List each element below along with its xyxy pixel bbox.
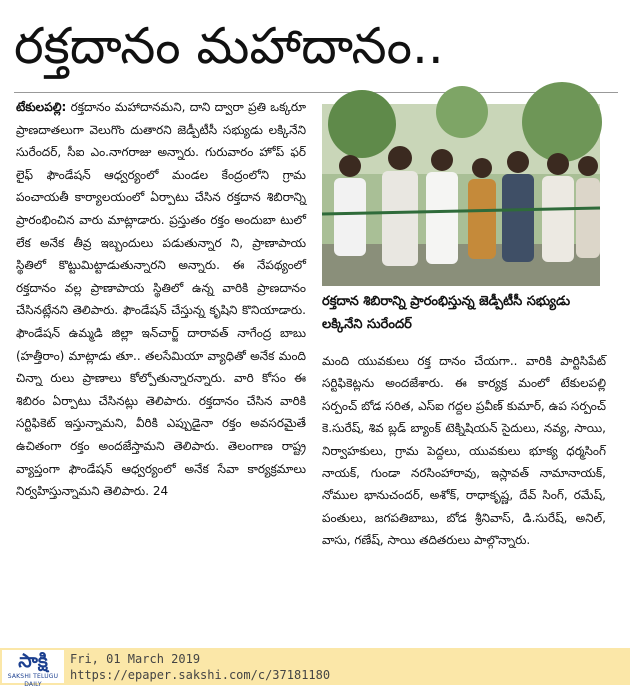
epaper-url[interactable]: https://epaper.sakshi.com/c/37181180: [70, 668, 331, 682]
headline-rule: [14, 92, 618, 93]
logo-text: సాక్షి: [18, 650, 48, 672]
photo-illustration: [322, 104, 600, 286]
logo-subtext: SAKSHI TELUGU DAILY: [7, 673, 59, 688]
right-body: మంది యువకులు రక్త దానం చేయగా.. వారికి పార్టిసిపేట్ సర్టిఫికెట్లను అందజేశారు. ఈ కార్యక్ర మంలో టేకులపల్లి సర్పంచ్ బోడ సరిత, ఎస్‌ఐ గద్దల ప్రవీణ్ కుమార్, ఉప సర్పంచ్ కె.సురేష్, శివ బ్లడ్ బ్యాంక్ టెక్నిషియన్ సైదులు, నవ్య, సాయి, నిర్వాహకులు, గ్రామ పెద్దలు, యువకులు భూక్య ధర్మసింగ్ నాయక్, గుండా నరసింహారావు, ఇస్లావత్ నామానాయక్, నోముల భానుచందర్, అశోక్, రాధాకృష్ణ, దేవ్ సింగ్, రమేష్, పంతులు, జగపతిబాబు, బోడ శ్రీనివాస్, డి.సురేష్, అనిల్, వాసు, గణేష్, సాయి తదితరులు పాల్గొన్నారు.: [322, 354, 606, 548]
article-left-column: [16, 96, 306, 636]
footer-bar: [0, 648, 630, 688]
publication-date: Fri, 01 March 2019: [70, 652, 201, 666]
left-body: రక్తదానం మహాదానమని, దాని ద్వారా ప్రతి ఒక్కరూ ప్రాణదాతలుగా వెలుగొం దుతారని జెడ్పీటీసీ సభ్యుడు లక్కినేని సురేందర్, సీఐ ఎం.నాగరాజు అన్నారు. గురువారం హోప్ ఫర్ లైఫ్ ఫౌండేషన్ ఆధ్వర్యంలో మండల కేంద్రంలోని గ్రామ పంచాయతీ కార్యాలయంలో ఏర్పాటు చేసిన రక్తదాన శిబిరాన్ని ప్రారంభించిన వారు మాట్లాడారు. ప్రస్తుతం రక్తం అందుబా టులో లేక అనేక తీవ్ర ఇబ్బందులు పడుతున్నార ని, ప్రాణాపాయ స్థితిలో కొట్టుమిట్టాడుతున్నారని అన్నారు. ఈ నేపథ్యంలో రక్తదానం వల్ల ప్రాణాపాయ స్థితిలో ఉన్న వారికి ప్రాణదానం చేసినట్లేనని తెలిపారు. ఫౌండేషన్ చేస్తున్న కృషిని కొనియాడారు. ఫౌండేషన్ ఉమ్మడి జిల్లా ఇన్‌చార్జ్ దారావత్ నాగేంద్ర బాబు (హత్తీరాం) మాట్లాడు తూ.. తలసేమియా వ్యాధితో అనేక మంది చిన్నా రులు ప్రాణాలు కోల్పోతున్నారన్నారు. వారి కోసం ఈ శిబిరం ఏర్పాటు చేసినట్లు తెలిపారు. రక్తదానం చేసిన వారికి సర్టిఫికెట్ ఇస్తున్నామని, వీరికి ఎప్పుడైనా రక్తం అవసరమైతే ఉచితంగా రక్తం అందజేస్తామని తెలిపారు. తెలంగాణ రాష్ట్ర వ్యాప్తంగా ఫౌండేషన్ ఆధ్వర్యంలో అనేక సేవా కార్యక్రమాలు నిర్వహిస్తున్నామని తెలిపారు. 24: [16, 100, 306, 499]
article-left-text: [16, 96, 306, 503]
sakshi-logo: [2, 650, 64, 688]
dateline: టేకులపల్లి:: [16, 100, 67, 114]
photo-caption: రక్తదాన శిబిరాన్ని ప్రారంభిస్తున్న జెడ్పీటీసీ సభ్యుడు లక్కినేని సురేందర్: [322, 294, 571, 332]
headline: రక్తదానం మహాదానం..: [14, 17, 444, 75]
footer-info: [70, 651, 520, 683]
article-right-column: [322, 350, 606, 622]
event-photo: [322, 104, 600, 286]
